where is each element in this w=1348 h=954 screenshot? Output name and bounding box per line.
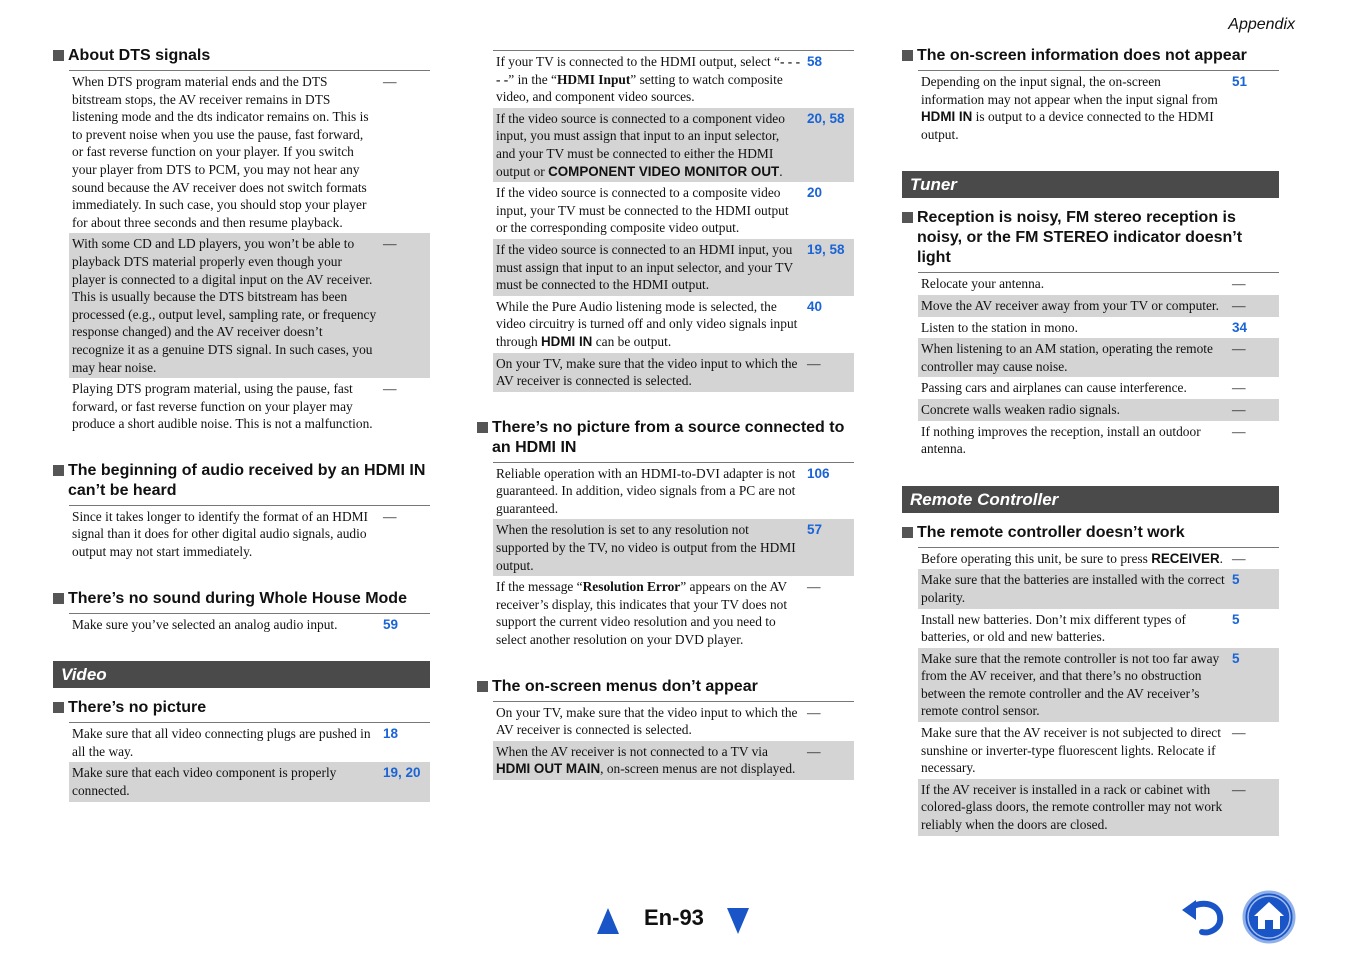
section-bar-remote: Remote Controller — [902, 486, 1279, 513]
row-text: If the message “Resolution Error” appears on the AV receiver’s display, this indicates that your TV does not support the current video resolution and you need to select another resolution on your DVD player. — [496, 579, 788, 648]
heading-text: There’s no picture — [68, 699, 207, 717]
row-text: Make sure you’ve selected an analog audio input. — [72, 616, 338, 632]
row-text: Depending on the input signal, the on-screen information may not appear when the input signal from HDMI IN is output to a device connected to the HDMI output. — [921, 74, 1218, 142]
row-text: Passing cars and airplanes can cause interference. — [921, 380, 1187, 396]
column-1 — [53, 46, 430, 828]
table-no-picture — [69, 722, 430, 801]
table-row — [493, 239, 854, 296]
page-ref-link[interactable]: 19, 20 — [383, 765, 421, 781]
page-ref-link[interactable]: 51 — [1232, 74, 1248, 89]
heading-dts — [53, 46, 430, 66]
page-ref: — — [1232, 423, 1246, 439]
page-ref: — — [1232, 550, 1246, 566]
table-row — [493, 702, 854, 741]
page-ref: — — [383, 74, 397, 89]
table-row — [493, 519, 854, 576]
table-remote — [918, 547, 1279, 836]
heading-info — [902, 46, 1279, 66]
square-bullet-icon — [902, 212, 913, 223]
row-text: Make sure that the AV receiver is not subjected to direct sunshine or inverter-type fluorescent lights. Relocate if necessary. — [921, 725, 1221, 776]
previous-page-arrow-icon[interactable] — [597, 908, 619, 934]
table-row — [918, 421, 1279, 460]
page-ref: — — [807, 704, 821, 720]
heading-text: The beginning of audio received by an HDMI IN can’t be heard — [68, 461, 426, 499]
page-ref: — — [807, 743, 821, 759]
page-ref-link[interactable]: 20 — [807, 185, 823, 201]
table-row — [918, 722, 1279, 779]
row-text: Reliable operation with an HDMI-to-DVI adapter is not guaranteed. In addition, video signals from a PC are not guaranteed. — [496, 465, 796, 516]
page-ref: — — [1232, 725, 1246, 741]
page-number: En-93 — [644, 905, 704, 930]
section-label: Appendix — [1228, 16, 1295, 33]
heading-text: There’s no sound during Whole House Mode — [68, 589, 407, 607]
table-row — [918, 548, 1279, 570]
page-ref-link[interactable]: 57 — [807, 522, 823, 538]
page-ref: — — [1232, 380, 1246, 396]
heading-reception — [902, 208, 1279, 268]
table-info — [918, 70, 1279, 145]
heading-menus — [477, 677, 854, 697]
heading-text: There’s no picture from a source connected to an HDMI IN — [492, 418, 845, 456]
row-text: Since it takes longer to identify the format of an HDMI signal than it does for other digital audio signals, audio output may not start immediately. — [72, 508, 369, 560]
square-bullet-icon — [53, 593, 64, 604]
page-ref-link[interactable]: 58 — [807, 54, 823, 69]
square-bullet-icon — [53, 702, 64, 713]
table-row — [918, 273, 1279, 295]
row-text: Playing DTS program material, using the pause, fast forward, or fast reverse function on your player may produce a short audible noise. This is not a malfunction. — [72, 381, 373, 432]
row-text: If nothing improves the reception, install an outdoor antenna. — [921, 423, 1201, 457]
page-ref: — — [383, 508, 397, 524]
table-row — [493, 741, 854, 780]
table-row — [493, 463, 854, 520]
row-text: On your TV, make sure that the video input to which the AV receiver is connected is selected. — [496, 355, 798, 389]
table-row — [69, 506, 430, 563]
heading-text: The on-screen menus don’t appear — [492, 677, 758, 695]
row-text: Before operating this unit, be sure to press RECEIVER. — [921, 550, 1224, 566]
table-row — [918, 317, 1279, 339]
row-text: Relocate your antenna. — [921, 276, 1045, 292]
page-ref-link[interactable]: 18 — [383, 726, 399, 742]
row-text: Move the AV receiver away from your TV or computer. — [921, 297, 1219, 313]
table-row — [69, 378, 430, 435]
section-bar-video: Video — [53, 661, 430, 688]
table-row — [493, 576, 854, 650]
row-text: If the video source is connected to a composite video input, your TV must be connected to the HDMI output or the corresponding composite video output. — [496, 185, 789, 236]
row-text: On your TV, make sure that the video input to which the AV receiver is connected is selected. — [496, 704, 798, 738]
table-row — [918, 338, 1279, 377]
page-ref-link[interactable]: 19, 58 — [807, 241, 845, 257]
square-bullet-icon — [477, 422, 488, 433]
heading-hdmi-picture — [477, 418, 854, 458]
square-bullet-icon — [53, 465, 64, 476]
table-row — [918, 295, 1279, 317]
square-bullet-icon — [477, 681, 488, 692]
page-ref-link[interactable]: 5 — [1232, 611, 1240, 627]
square-bullet-icon — [902, 527, 913, 538]
table-hdmi-picture — [493, 462, 854, 651]
page-ref: — — [807, 579, 821, 595]
row-text: When listening to an AM station, operating the remote controller may cause noise. — [921, 341, 1213, 374]
table-reception — [918, 272, 1279, 459]
table-row — [493, 182, 854, 239]
row-text: When DTS program material ends and the DTS bitstream stops, the AV receiver remains in DTS listening mode and the dts indicator remains on. This is to prevent noise when you use the pause, fast forward, or fast reverse function on your player. If you switch your player from DTS to PCM, you may not hear any sound because the AV receiver does not switch formats immediately. In such case, you should stop your player for about three seconds and then resume playback. — [72, 74, 369, 230]
heading-text: Reception is noisy, FM stereo reception is noisy, or the FM STEREO indicator doesn’t light — [917, 209, 1243, 267]
table-row — [918, 399, 1279, 421]
table-row — [493, 51, 854, 108]
heading-no-picture — [53, 698, 430, 718]
table-row — [493, 108, 854, 182]
column-3 — [902, 46, 1279, 862]
row-text: If your TV is connected to the HDMI output, select “- - - - -” in the “HDMI Input” setting to watch composite video, and component video sources. — [496, 54, 801, 105]
table-whole-house — [69, 613, 430, 636]
page-ref-link[interactable]: 59 — [383, 616, 399, 632]
row-text: While the Pure Audio listening mode is selected, the video circuitry is turned off and only video signals input through HDMI IN can be output. — [496, 298, 798, 349]
table-row — [918, 569, 1279, 608]
row-text: If the video source is connected to an HDMI input, you must assign that input to an input selector, and your TV must be connected to the HDMI output. — [496, 241, 793, 293]
heading-text: The remote controller doesn’t work — [917, 523, 1185, 541]
home-icon[interactable] — [1242, 890, 1296, 944]
row-text: If the video source is connected to a component video input, you must assign that input to an input selector, and your TV must be connected to either the HDMI output or COMPONENT VIDEO MONITOR OUT. — [496, 110, 785, 179]
row-text: Make sure that each video component is properly connected. — [72, 765, 337, 799]
page-ref: — — [1232, 341, 1246, 357]
table-row — [493, 296, 854, 353]
table-hdmi-audio — [69, 505, 430, 563]
heading-remote — [902, 523, 1279, 543]
square-bullet-icon — [53, 50, 64, 61]
table-row — [918, 71, 1279, 145]
table-menus — [493, 701, 854, 780]
row-text: Install new batteries. Don’t mix different types of batteries, or old and new batteries. — [921, 611, 1187, 645]
table-dts — [69, 70, 430, 435]
page-ref: — — [1232, 297, 1246, 313]
page-ref: — — [383, 236, 397, 252]
section-bar-tuner: Tuner — [902, 171, 1279, 198]
square-bullet-icon — [902, 50, 913, 61]
page-ref-link[interactable]: 5 — [1232, 572, 1240, 588]
page-ref-link[interactable]: 34 — [1232, 319, 1248, 335]
row-text: Make sure that the remote controller is not too far away from the AV receiver, and that there’s no obstruction between the remote controller and the AV receiver’s remote control sensor. — [921, 650, 1220, 719]
table-row — [69, 762, 430, 801]
table-row — [918, 377, 1279, 399]
heading-whole-house — [53, 589, 430, 609]
table-row — [69, 71, 430, 233]
table-row — [918, 779, 1279, 836]
page-ref: — — [1232, 276, 1246, 292]
heading-text: About DTS signals — [68, 47, 211, 64]
row-text: With some CD and LD players, you won’t be able to playback DTS material properly even though your player is connected to a digital input on the AV receiver. This is usually because the DTS bitstream has been processed (e.g., output level, sampling rate, or frequency response changed) and the AV receiver doesn’t recognize it as a genuine DTS signal. In such cases, you may hear noise. — [72, 236, 377, 375]
table-row — [918, 648, 1279, 722]
heading-text: The on-screen information does not appear — [917, 47, 1247, 64]
row-text: When the resolution is set to any resolution not supported by the TV, no video is output from the HDMI output. — [496, 522, 796, 573]
page-ref: — — [383, 381, 397, 397]
row-text: Make sure that all video connecting plugs are pushed in all the way. — [72, 726, 371, 759]
page-ref-link[interactable]: 5 — [1232, 650, 1240, 666]
row-text: When the AV receiver is not connected to a TV via HDMI OUT MAIN, on-screen menus are not displayed. — [496, 743, 796, 777]
table-row — [69, 614, 430, 636]
table-row — [69, 723, 430, 762]
page-ref: — — [1232, 401, 1246, 417]
back-icon[interactable] — [1180, 896, 1228, 936]
column-2 — [477, 50, 854, 806]
footer — [0, 900, 1348, 940]
page-ref-link[interactable]: 20, 58 — [807, 110, 845, 126]
row-text: Make sure that the batteries are installed with the correct polarity. — [921, 572, 1225, 605]
page-ref: — — [807, 355, 821, 371]
page-ref-link[interactable]: 40 — [807, 298, 823, 314]
row-text: Listen to the station in mono. — [921, 319, 1078, 335]
page-ref: — — [1232, 781, 1246, 797]
table-row — [918, 609, 1279, 648]
row-text: Concrete walls weaken radio signals. — [921, 401, 1120, 417]
row-text: If the AV receiver is installed in a rack or cabinet with colored-glass doors, the remote controller may not work reliably when the doors are closed. — [921, 781, 1223, 833]
next-page-arrow-icon[interactable] — [727, 908, 749, 934]
table-row — [493, 353, 854, 392]
heading-hdmi-audio — [53, 461, 430, 501]
table-no-picture-cont — [493, 50, 854, 392]
table-row — [69, 233, 430, 378]
page-ref-link[interactable]: 106 — [807, 465, 830, 481]
